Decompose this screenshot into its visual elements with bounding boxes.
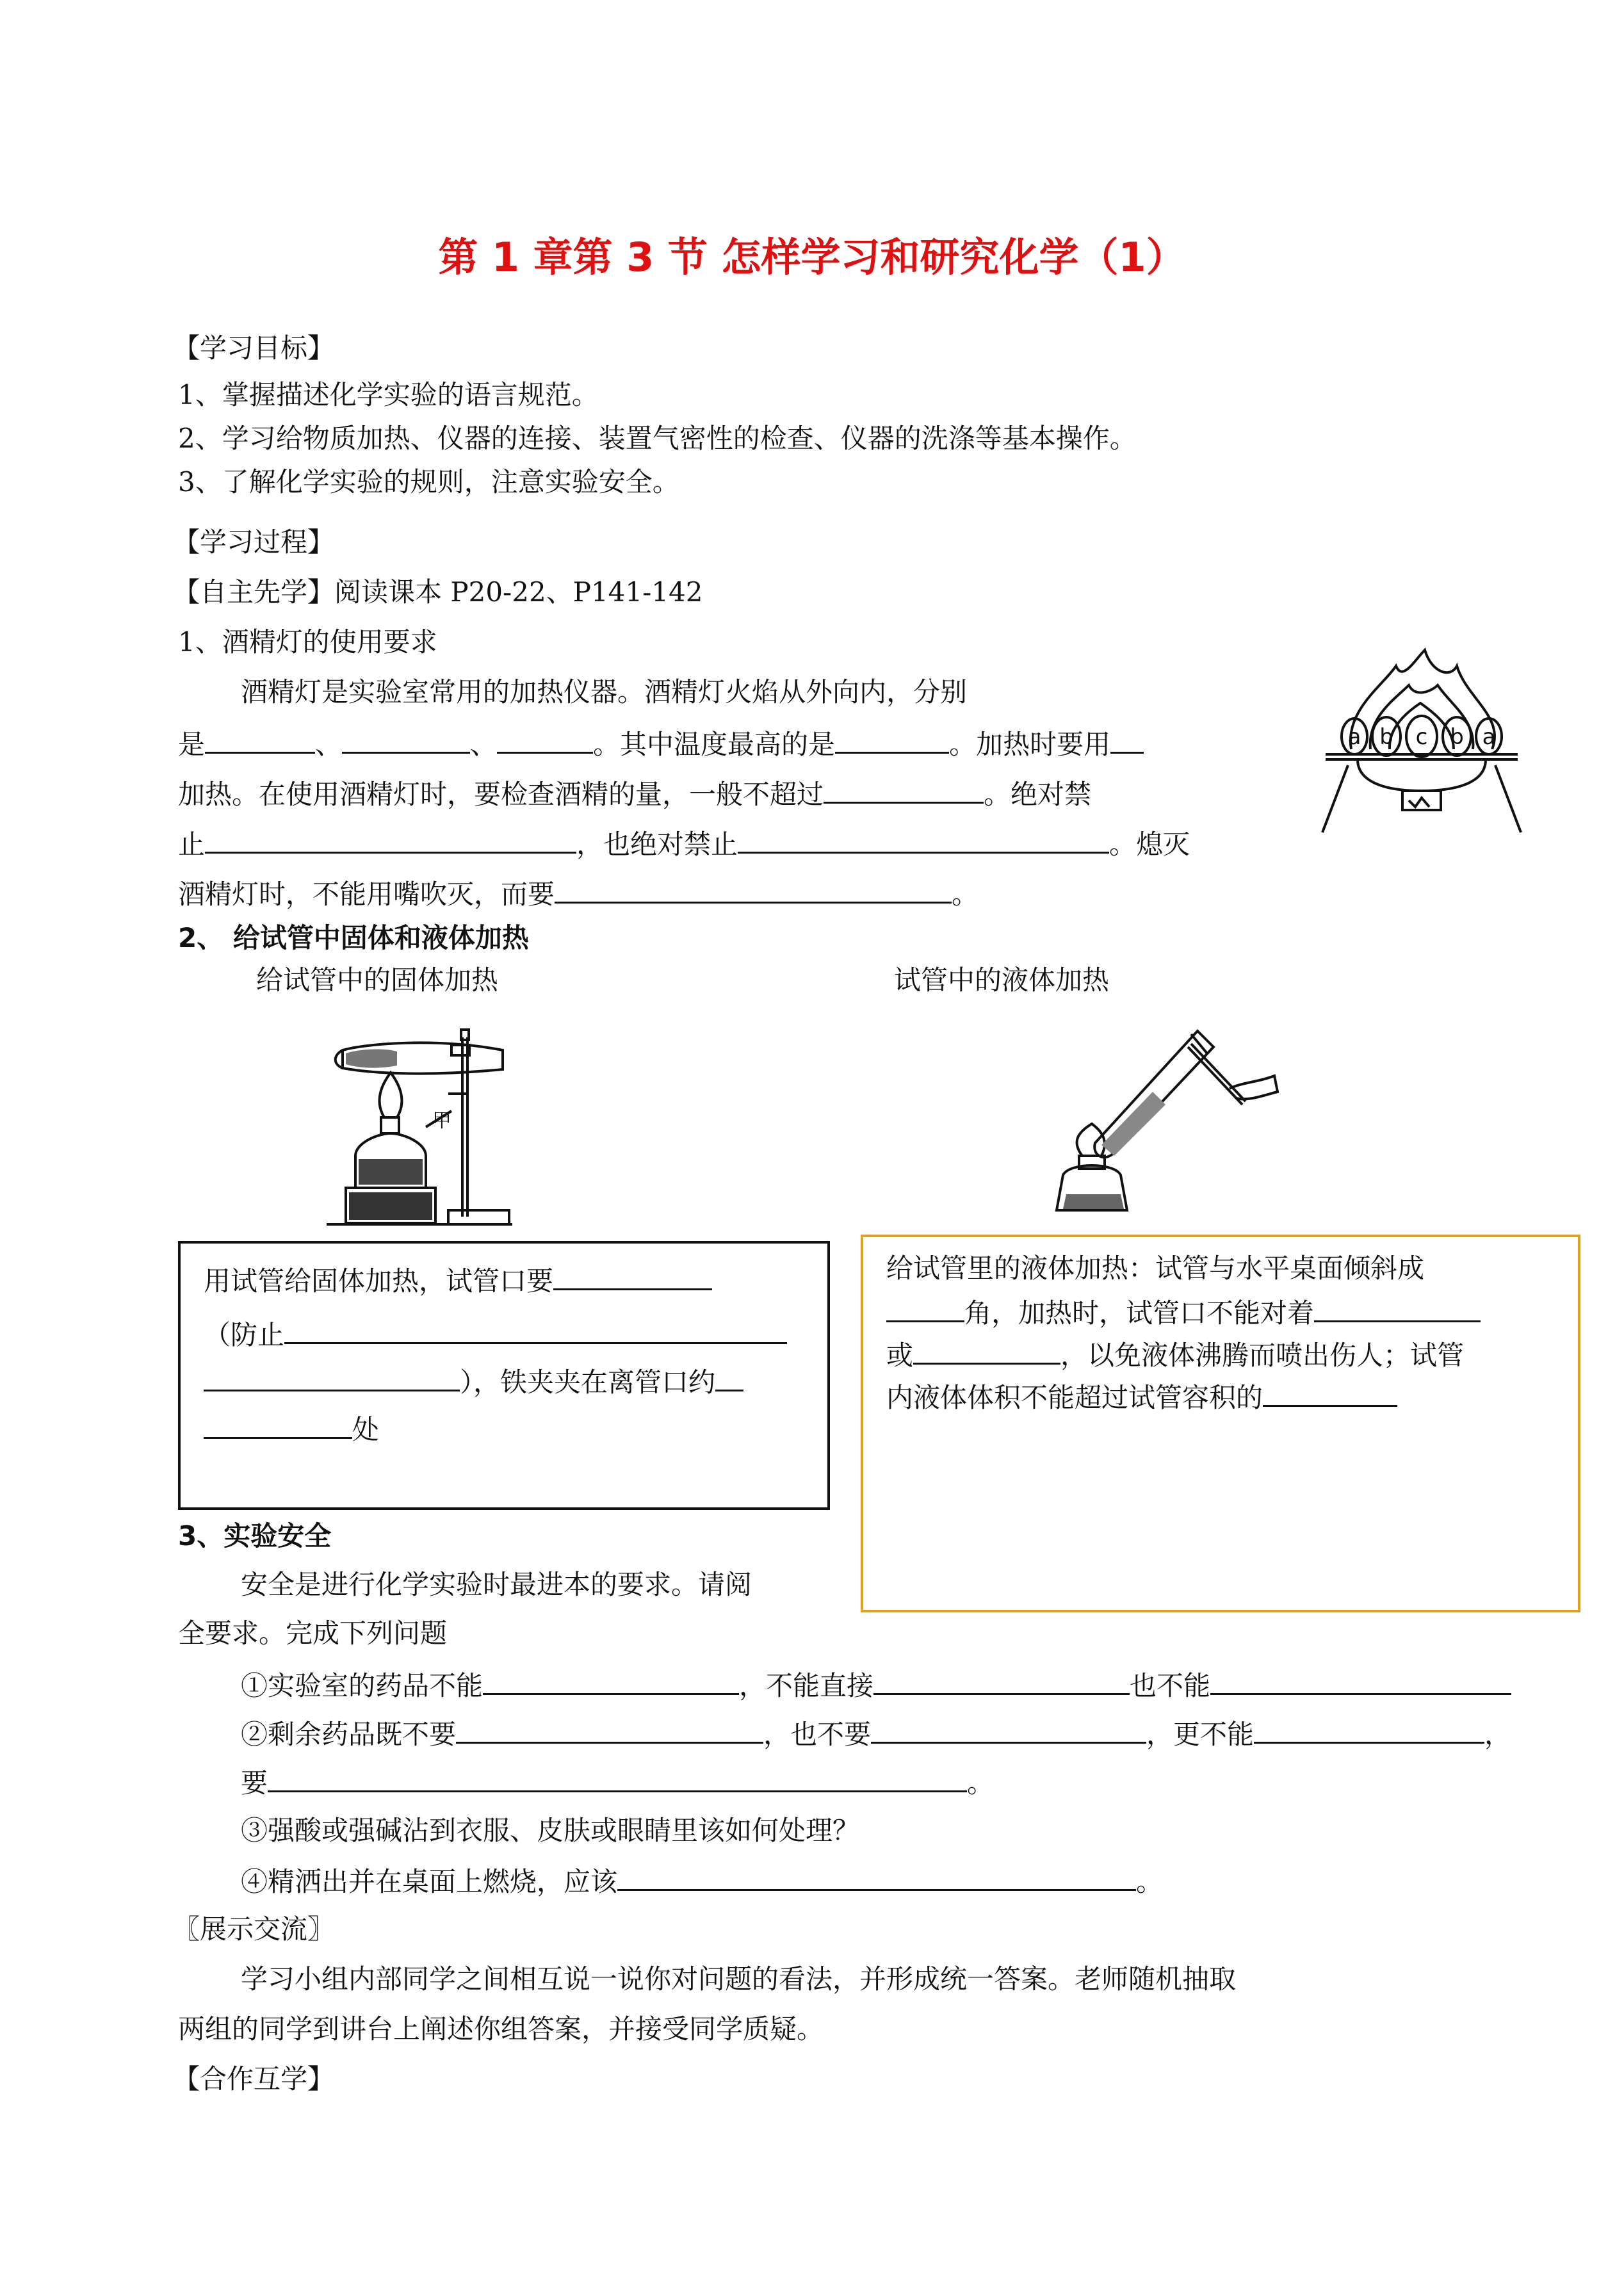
alcohol-lamp-flame-figure [1319,647,1524,839]
answer-blank[interactable] [1263,1377,1397,1407]
exchange-line: 学习小组内部同学之间相互说一说你对问题的看法，并形成统一答案。老师随机抽取 [241,1963,1237,1995]
safety-question-2-cont: 要 。 [241,1762,994,1802]
answer-blank[interactable] [204,1361,460,1391]
lamp-line-3: 加热。在使用酒精灯时，要检查酒精的量，一般不超过 。绝对禁 [178,774,1091,813]
safety-question-3: ③强酸或强碱沾到衣服、皮肤或眼睛里该如何处理？ [241,1815,860,1846]
answer-blank[interactable] [205,823,576,854]
coop-header: 【合作互学】 [173,2063,335,2095]
lamp-line-2: 是 、 、 。其中温度最高的是 。加热时要用 [178,724,1144,763]
jia-label: 甲 [432,1110,451,1132]
answer-blank[interactable] [553,1260,712,1290]
safety-line: 安全是进行化学实验时最进本的要求。请阅 [241,1569,752,1600]
answer-blank[interactable] [1110,724,1144,754]
answer-blank[interactable] [715,1361,743,1391]
liquid-box-line-4: 内液体体积不能超过试管容积的 [886,1377,1397,1416]
safety-question-2: ②剩余药品既不要 ，也不要 ，更不能 ， [241,1714,1511,1753]
solid-heating-figure [320,1025,525,1233]
flame-label: a [1482,724,1496,750]
answer-blank[interactable] [483,1665,739,1695]
liquid-box-line-1: 给试管里的液体加热：试管与水平桌面倾斜成 [886,1253,1425,1284]
liquid-caption: 试管中的液体加热 [894,964,1110,996]
goal-item: 3、了解化学实验的规则，注意实验安全。 [178,466,679,498]
answer-blank[interactable] [873,1665,1130,1695]
lamp-line-4: 止 ，也绝对禁止 。熄灭 [178,823,1190,863]
answer-blank[interactable] [342,724,470,754]
safety-line: 全要求。完成下列问题 [178,1618,448,1649]
liquid-box-line-2: 角，加热时，试管口不能对着 [886,1292,1481,1332]
answer-blank[interactable] [205,724,315,754]
tube-heading: 2、 给试管中固体和液体加热 [178,922,529,953]
goals-header: 【学习目标】 [173,332,335,364]
answer-blank[interactable] [268,1762,967,1792]
lamp-line-5: 酒精灯时，不能用嘴吹灭，而要 。 [178,873,978,913]
solid-box-line-3: ），铁夹夹在离管口约 [204,1361,743,1401]
process-header: 【学习过程】 [173,526,335,558]
exchange-header: 〖展示交流〗 [173,1913,335,1945]
answer-blank[interactable] [835,724,949,754]
page-title: 第 1 章第 3 节 怎样学习和研究化学（1） [438,234,1186,280]
answer-blank[interactable] [871,1714,1146,1744]
flame-label: b [1450,724,1464,750]
lamp-line: 酒精灯是实验室常用的加热仪器。酒精灯火焰从外向内，分别 [241,676,968,708]
answer-blank[interactable] [204,1409,352,1439]
solid-box-line-4: 处 [204,1409,379,1448]
answer-blank[interactable] [1210,1665,1511,1695]
safety-question-4: ④精洒出并在桌面上燃烧，应该 。 [241,1861,1163,1901]
safety-heading: 3、实验安全 [178,1520,332,1552]
solid-box-line-1: 用试管给固体加热，试管口要 [204,1260,712,1300]
goal-item: 2、学习给物质加热、仪器的连接、装置气密性的检查、仪器的洗涤等基本操作。 [178,423,1137,454]
safety-question-1: ①实验室的药品不能 ，不能直接 也不能 [241,1665,1511,1705]
answer-blank[interactable] [284,1314,787,1344]
answer-blank[interactable] [617,1861,1136,1891]
solid-caption: 给试管中的固体加热 [256,964,499,996]
answer-blank[interactable] [913,1334,1060,1365]
answer-blank[interactable] [738,823,1109,854]
goal-item: 1、掌握描述化学实验的语言规范。 [178,379,599,410]
liquid-box-line-3: 或 ，以免液体沸腾而喷出伤人；试管 [886,1334,1464,1374]
answer-blank[interactable] [886,1292,964,1322]
liquid-heating-figure [1037,1018,1281,1226]
answer-blank[interactable] [1254,1714,1484,1744]
answer-blank[interactable] [497,724,593,754]
exchange-line: 两组的同学到讲台上阐述你组答案，并接受同学质疑。 [178,2013,824,2045]
answer-blank[interactable] [456,1714,763,1744]
answer-blank[interactable] [824,774,984,804]
liquid-heating-box [861,1235,1580,1612]
preread-text: 【自主先学】阅读课本 P20-22、P141-142 [173,576,703,608]
answer-blank[interactable] [555,873,952,904]
solid-box-line-2: （防止 [204,1314,787,1354]
flame-label: c [1415,724,1428,750]
lamp-heading: 1、酒精灯的使用要求 [178,626,437,658]
flame-label: b [1379,724,1393,750]
answer-blank[interactable] [1314,1292,1481,1322]
flame-label: a [1347,724,1361,750]
